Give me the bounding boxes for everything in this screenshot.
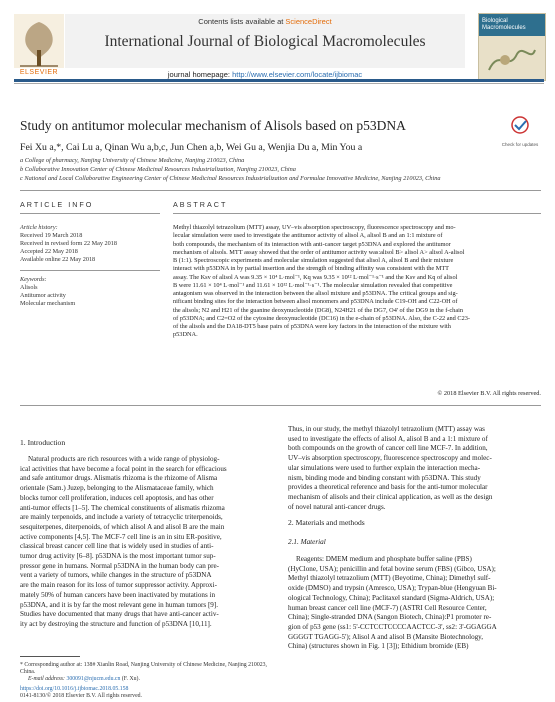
title-divider [20,190,541,191]
keyword-item: Molecular mechanism [20,300,76,307]
abstract-divider [173,213,541,214]
keywords-label: Keywords: [20,276,47,283]
materials-methods-heading: 2. Materials and methods [288,518,365,527]
introduction-body: Natural products are rich resources with a wide range of physiolog- ical activities that have become a focal point in the search for efficacious and safe antitumor drugs. Alismatis rhizoma is the rhizome of Alisma orientale (Sam.) Juzep, belonging to the Alismataceae family, which blocks tumor cell proliferation, induces cell apoptosis, and has other anti-tumor effects [1–5]. The chemical constituents of alismatis rhizoma are mainly terpenoids, and include a variety of tetracyclic triterpenoids, sesquiterpenes, diterpenoids, of which alisol A and alisol B are the main active components [4,5]. The MCF-7 cell line is an in situ ER-positive, classical breast cancer cell line that is widely used in studies of anti- tumor drug activity [6–8]. p53DNA is the most important tumor sup- pressor gene in humans. Normal p53DNA in the human body can pre- vent a variety of tumors, while changes in the structure of p53DNA are the main reason for its loss of tumor suppressor activity. Approxi- mately 50% of human cancers have been inactivated by mutations in p53DNA, and it is by far the most relevant gene in human tumors [9]. Studies have documented that many drugs that have anti-cancer activ- ity act by destroying the structure and function of p53DNA [10,11]. [20,455,227,628]
history-accepted: Accepted 22 May 2018 [20,248,78,255]
cover-title: Biological Macromolecules [482,18,526,31]
keywords-divider [20,270,160,271]
elsevier-tree-logo [14,14,64,78]
keyword-item: Alisols [20,284,38,291]
introduction-heading: 1. Introduction [20,438,66,447]
article-info-heading: ARTICLE INFO [20,200,94,209]
affiliation-c: c National and Local Collaborative Engineering Center of Chinese Medicinal Resources Industrialization and Formulae Innovative Medicine, Nanjing 210023, China [20,175,441,182]
material-subheading: 2.1. Material [288,538,326,546]
affiliation-a: a College of pharmacy, Nanjing University of Chinese Medicine, Nanjing 210023, China [20,157,245,164]
check-updates-label: Check for updates [501,142,539,147]
abstract-body: Methyl thiazolyl tetrazolium (MTT) assay, UV–vis absorption spectroscopy, fluorescence spectroscopy and mo- lecular simulation were used to investigate the antitumor activity of alisol A, alisol B and an 1:1 mixture of both compounds, the mechanism of its interaction with anti-cancer target p53DNA and explored the antitumor mechanism of alisols. MTT assay showed that the order of antitumor activity was:alisol B> alisol A> alisol A-alisol B (1:1). Spectroscopic experiments and molecular simulation suggested that alisol A, alisol B and their mixture interact with p53DNA in by partial insertion and the strength of binding affinity was consistent with the MTT assay. The Ksv of alisol A was 9.35 × 10⁴ L·mol⁻¹, Kq was 9.35 × 10¹² L·mol⁻¹·s⁻¹ and the Ksv and Kq of alisol B were 11.61 × 10⁴ L·mol⁻¹ and 11.61 × 10¹² L·mol⁻¹·s⁻¹. The molecular simulation revealed that competitive antagonism was observed in the interaction between the alisol mixture and p53DNA. The critical groups and sig- nificant binding sites for the interaction between alisol monomers and p53DNA include C19-OH and C22-OH of the alisols; N2 and H21 of the guanine deoxynucleotide (DG8), N24H21 of the DG7, O4' of the DG9 in the f-chain of p53DNA; and C2=O2 of the cytosine deoxynucleotide (DC16) in the e-chain of p53DNA. Also, the C-22 and C23- of the alisols and the DA18-DT5 base pairs of p53DNA were key factors in the interaction of the mixture with p53DNA. [173,224,471,339]
doi-link[interactable]: https://doi.org/10.1016/j.ijbiomac.2018.05.158 [20,686,129,692]
corresponding-author-note: * Corresponding author at: 138# Xianlin Road, Nanjing University of Chinese Medicine, Nanjing 210023, China. E-mail address: 300091@njucm.edu.cn (F. Xu). [20,662,267,682]
journal-cover-thumbnail [478,13,546,81]
header-rule [14,79,544,82]
abstract-bottom-divider [20,405,541,406]
article-title: Study on antitumor molecular mechanism of Alisols based on p53DNA [20,118,406,133]
affiliation-b: b Collaborative Innovation Center of Chinese Medicinal Resources Industrialization, Nanjing 210023, China [20,166,296,173]
history-received: Received 19 March 2018 [20,232,83,239]
keyword-item: Antitumor activity [20,292,66,299]
article-history [20,224,117,264]
header-rule-thin [14,83,544,84]
history-online: Available online 22 May 2018 [20,256,96,263]
copyright-notice: © 2018 Elsevier B.V. All rights reserved. [437,390,541,397]
info-divider [20,213,160,214]
page-footer [20,686,142,700]
author-list: Fei Xu a,*, Cai Lu a, Qinan Wu a,b,c, Jun Chen a,b, Wei Gu a, Wenjia Du a, Min You a [20,142,363,153]
keywords [20,276,75,308]
check-for-updates-badge[interactable] [500,115,540,147]
sciencedirect-link[interactable]: ScienceDirect [285,17,332,26]
email-link[interactable]: 300091@njucm.edu.cn [66,676,121,682]
abstract-heading: ABSTRACT [173,200,228,209]
journal-title: International Journal of Biological Macromolecules [104,33,426,50]
homepage-link[interactable]: http://www.elsevier.com/locate/ijbiomac [232,70,363,79]
material-body: Reagents: DMEM medium and phosphate buffer saline (PBS) (HyClone, USA); penicillin and fetal bovine serum (FBS) (Gibco, USA); Methyl thiazolyl tetrazolium (MTT) (Beyotime, China); Dimethyl sulf- oxide (DMSO) and trypsin (Amresco, USA); Trypan-blue (Hengyuan Bi- ological Technology, China); Paclitaxel standard (Sigma-Aldrich, USA); human breast cancer cell line (MCF-7) (ASTRI Cell Resource Center, China); Single-stranded DNA (Sangon Biotech, China):P1 promoter re- gion of p53 gene (ss1: 5'-CCTCCTCCCCAACTCC-3', ss2: 3'-GGAGGA GGGGT TGAGG-5'); Alisol A and alisol B (Mansite Biotechnology, China) (structures shown in Fig. 1 [3]); Ethidium bromide (EB) [288,555,497,651]
issn-line: 0141-8130/© 2018 Elsevier B.V. All rights reserved. [20,693,142,699]
history-revised: Received in revised form 22 May 2018 [20,240,117,247]
journal-homepage: journal homepage: http://www.elsevier.com/locate/ijbiomac [167,70,363,79]
elsevier-wordmark: ELSEVIER [19,69,59,76]
footnote-rule [20,656,80,657]
introduction-continued: Thus, in our study, the methyl thiazolyl tetrazolium (MTT) assay was used to investigate the effects of alisol A, alisol B and a 1:1 mixture of both compounds on the growth of cancer cell line MCF-7. In addition, UV–vis absorption spectroscopy, fluorescence spectroscopy and molec- ular simulations were used to further explain the interaction mecha- nism, binding mode and binding constant with p53DNA. This study provides a theoretical reference and basis for the anti-tumor molecular mechanism of alisols and their clinical application, as well as the design of novel natural anti-cancer drugs. [288,425,493,511]
history-label: Article history: [20,224,58,231]
contents-line: Contents lists available at ScienceDirect [198,17,332,26]
